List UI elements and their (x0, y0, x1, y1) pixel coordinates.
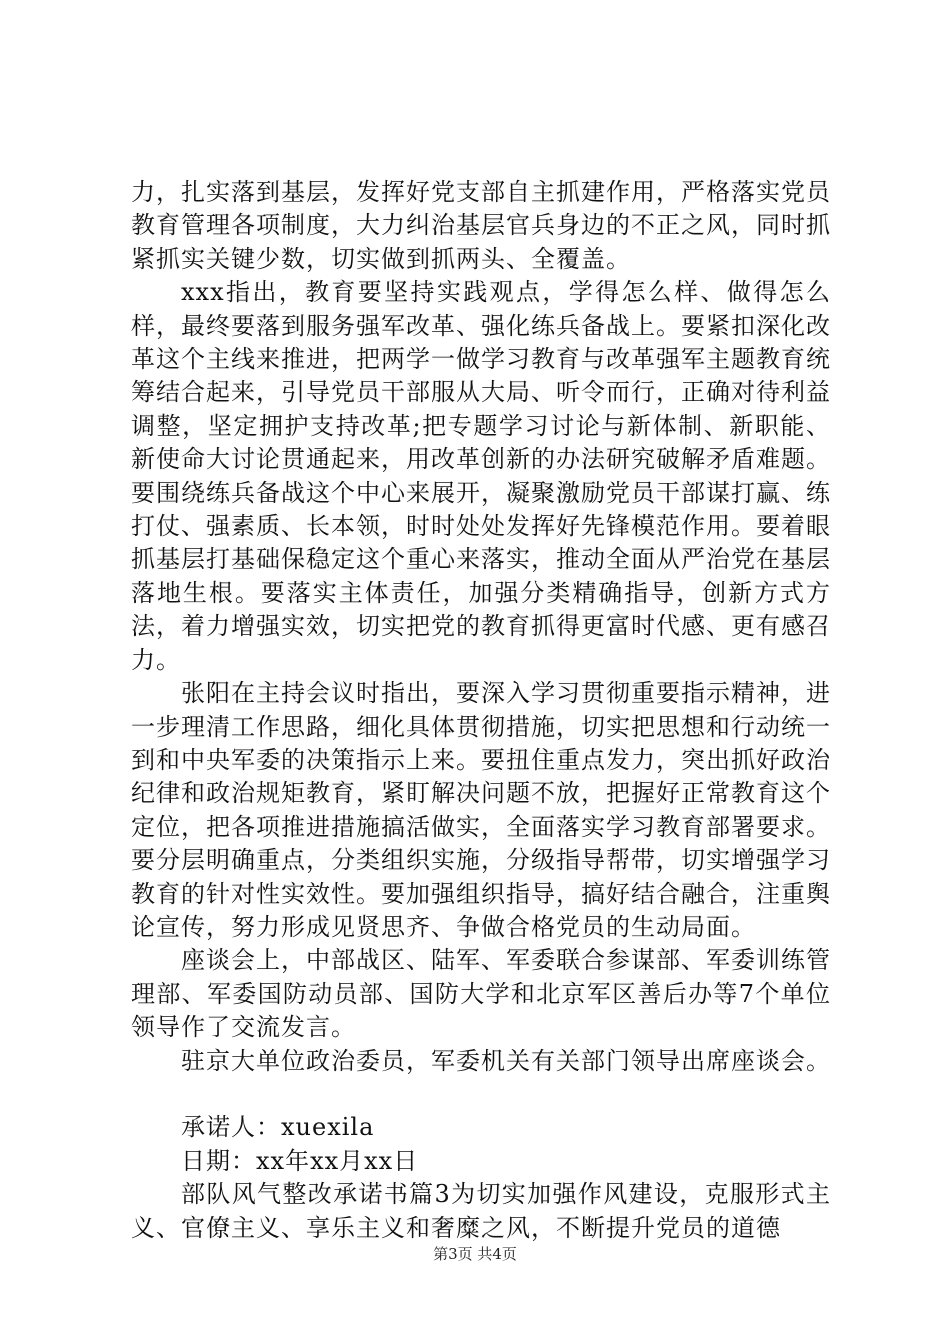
blank-line (131, 1078, 831, 1111)
document-body (131, 176, 831, 1245)
paragraph-education-practice: xxx指出，教育要坚持实践观点，学得怎么样、做得怎么样，最终要落到服务强军改革、强化练兵备战上。要紧扣深化改革这个主线来推进，把两学一做学习教育与改革强军主题教育统筹结合起来，引导党员干部服从大局、听令而行，正确对待利益调整，坚定拥护支持改革;把专题学习讨论与新体制、新职能、新使命大讨论贯通起来，用改革创新的办法研究破解矛盾难题。要围绕练兵备战这个中心来展开，凝聚激励党员干部谋打赢、练打仗、强素质、长本领，时时处处发挥好先锋模范作用。要着眼抓基层打基础保稳定这个重心来落实，推动全面从严治党在基层落地生根。要落实主体责任，加强分类精确指导，创新方式方法，着力增强实效，切实把党的教育抓得更富时代感、更有感召力。 (131, 278, 831, 674)
date-line: 日期：xx年xx月xx日 (181, 1146, 419, 1175)
pledger-line: 承诺人：xuexila (181, 1113, 375, 1142)
paragraph-attendees: 驻京大单位政治委员，军委机关有关部门领导出席座谈会。 (181, 1046, 831, 1075)
paragraph-forum-speeches: 座谈会上，中部战区、陆军、军委联合参谋部、军委训练管理部、军委国防动员部、国防大学和北京军区善后办等7个单位领导作了交流发言。 (131, 946, 831, 1042)
paragraph-meeting-chair: 张阳在主持会议时指出，要深入学习贯彻重要指示精神，进一步理清工作思路，细化具体贯彻措施，切实把思想和行动统一到和中央军委的决策指示上来。要扭住重点发力，突出抓好政治纪律和政治规矩教育，紧盯解决问题不放，把握好正常教育这个定位，把各项推进措施搞活做实，全面落实学习教育部署要求。要分层明确重点，分类组织实施，分级指导帮带，切实增强学习教育的针对性实效性。要加强组织指导，搞好结合融合，注重舆论宣传，努力形成见贤思齐、争做合格党员的生动局面。 (131, 679, 831, 941)
page-number-footer: 第3页 共4页 (433, 1245, 517, 1263)
paragraph-pledge-article-3: 部队风气整改承诺书篇3为切实加强作风建设，克服形式主义、官僚主义、享乐主义和奢糜之风，不断提升党员的道德 (131, 1180, 831, 1242)
paragraph-continuation: 力，扎实落到基层，发挥好党支部自主抓建作用，严格落实党员教育管理各项制度，大力纠治基层官兵身边的不正之风，同时抓紧抓实关键少数，切实做到抓两头、全覆盖。 (131, 178, 831, 273)
